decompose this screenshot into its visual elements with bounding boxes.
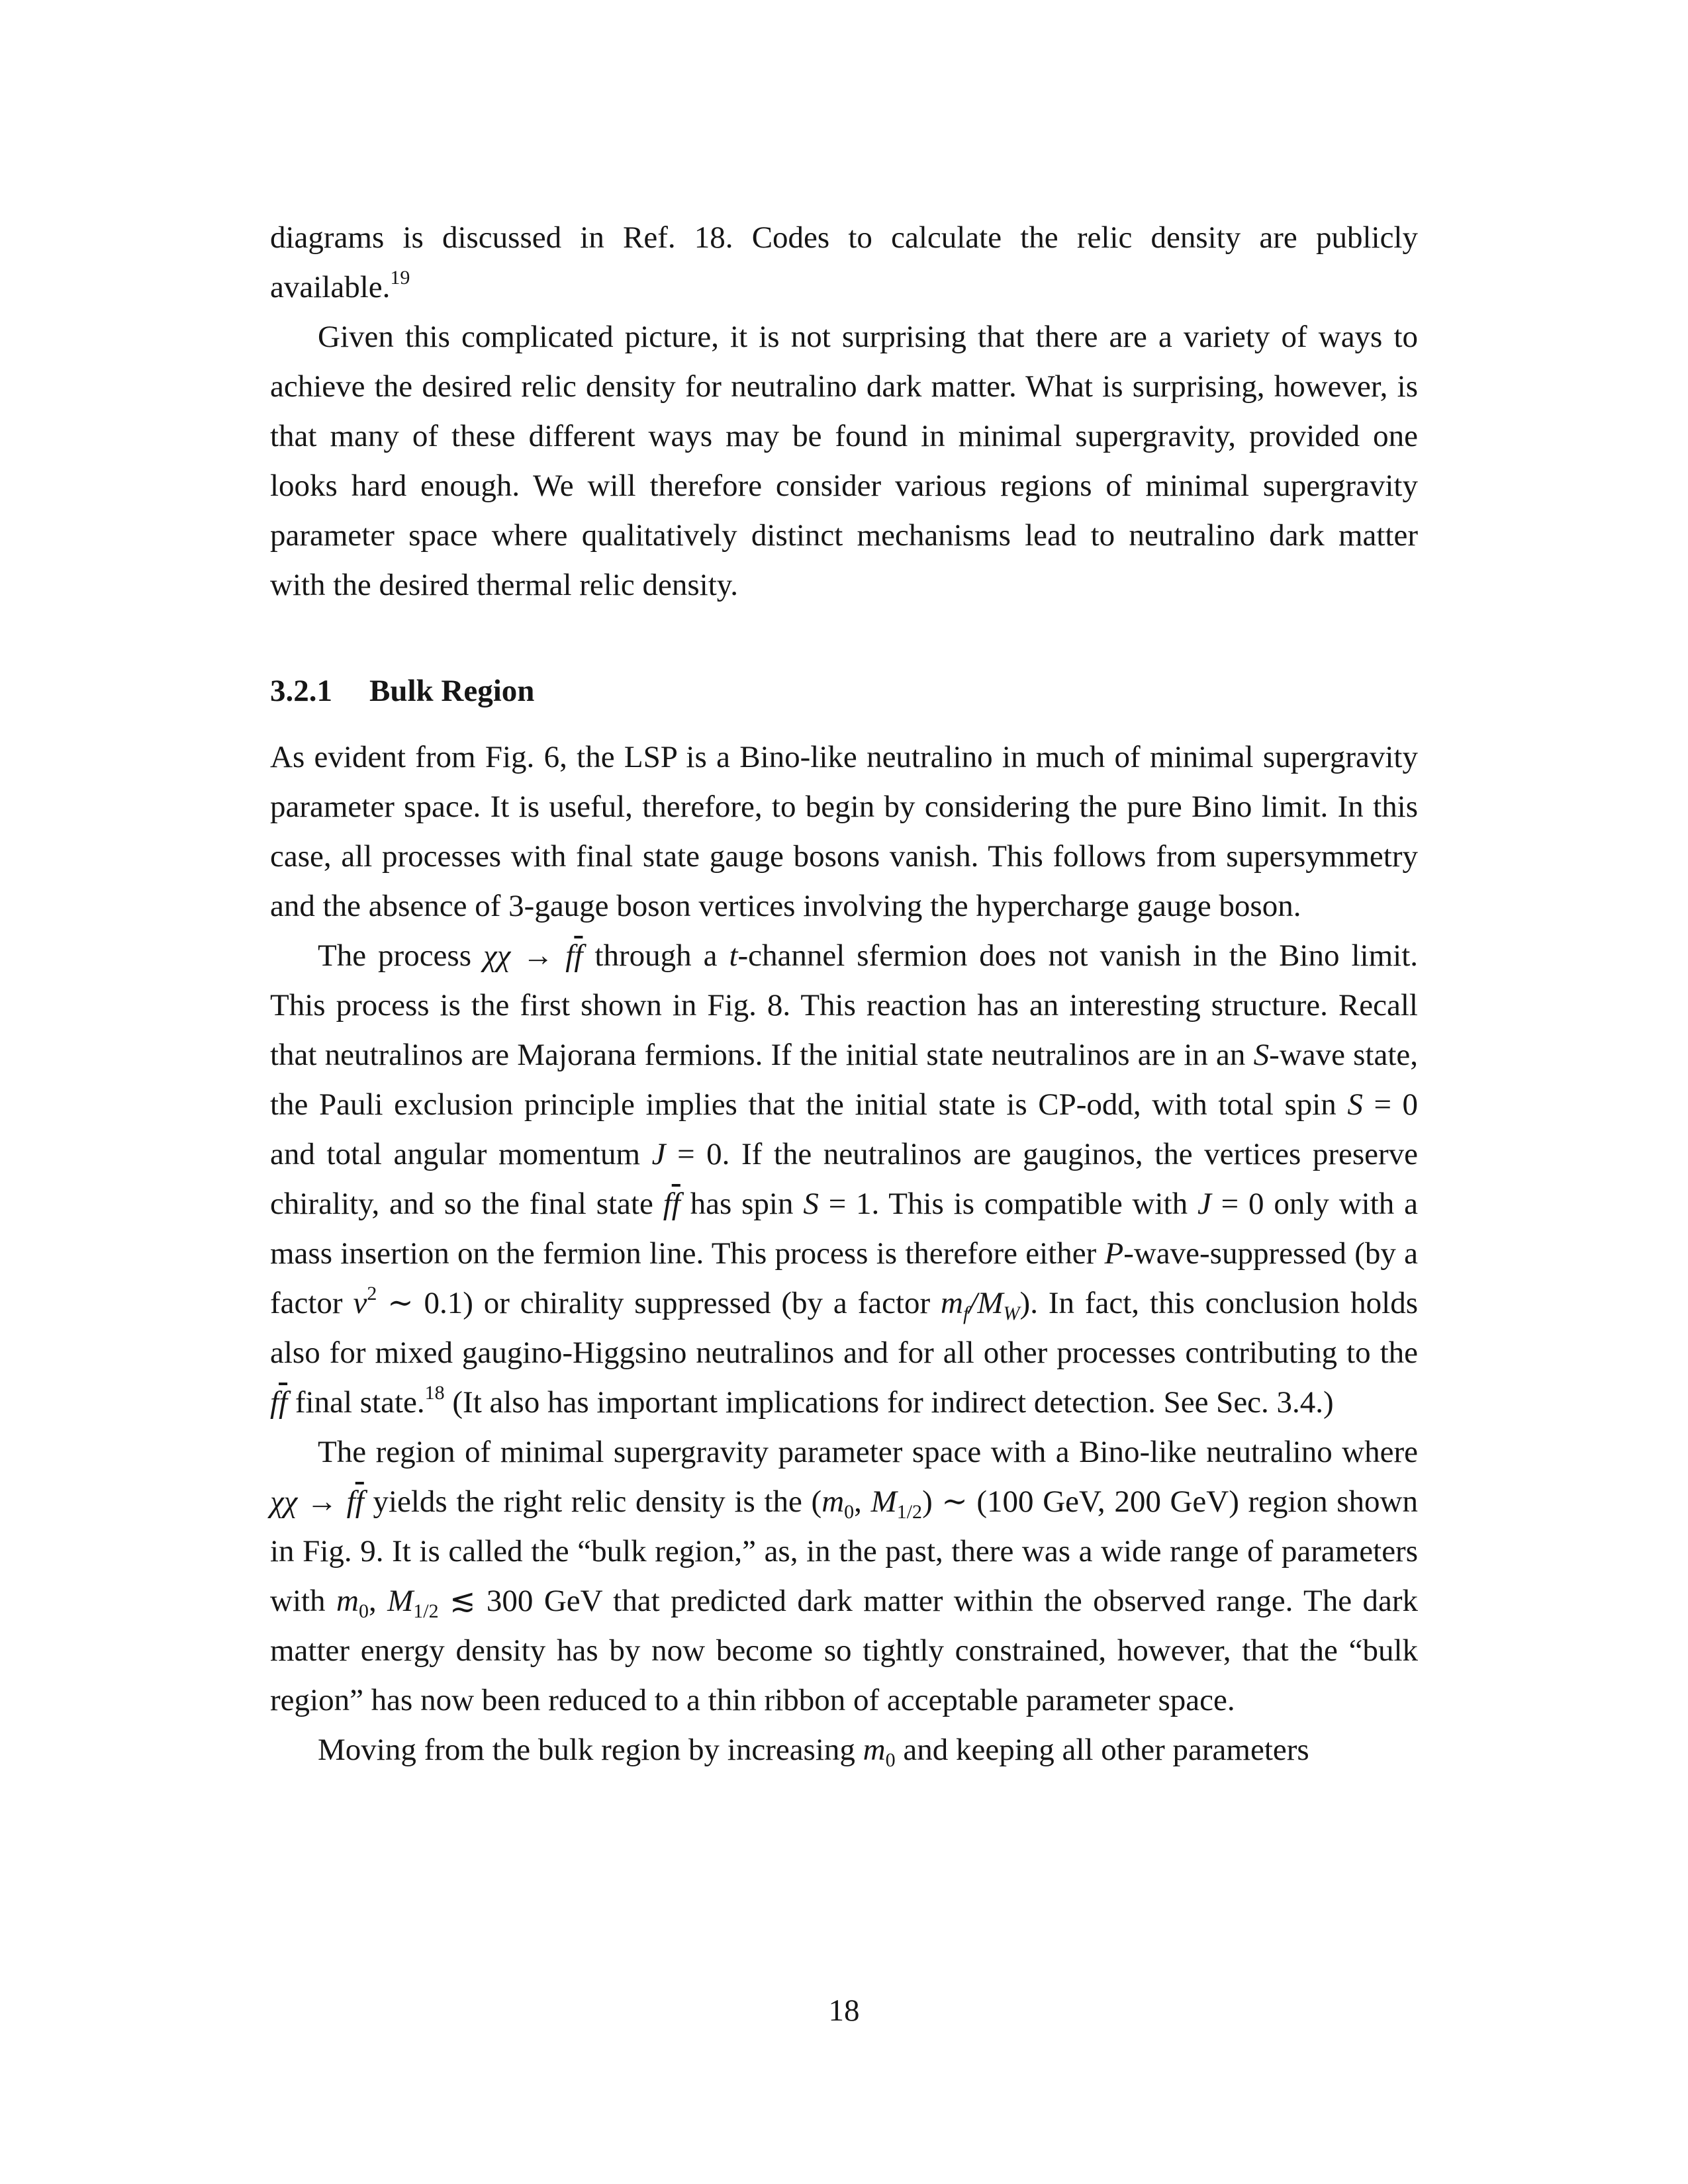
text-run: -wave-suppressed (by a factor <box>270 1236 1418 1320</box>
math-P: P <box>1104 1236 1124 1271</box>
text-run: and keeping all other parameters <box>895 1733 1309 1767</box>
math-f-fbar: $f\overline{f}$ <box>663 1187 680 1221</box>
bulk-paragraph-3 <box>270 1428 1418 1725</box>
intro-paragraph-1-text: diagrams is discussed in Ref. 18. Codes to calculate the relic density are publicly available. <box>270 220 1418 304</box>
math-process-chi-chi-to-f-fbar: $\chi\chi \to f\overline{f}$ <box>483 938 583 973</box>
text-run: region shown in Fig. 9. It is called the “bulk region,” as, in the past, there was a wide range of parameters with <box>270 1484 1418 1618</box>
text-run: ). In fact, this conclusion holds also for mixed gaugino-Higgsino neutralinos and for all other processes contributing to the <box>270 1286 1418 1370</box>
math-f-fbar: $f\overline{f}$ <box>270 1385 288 1420</box>
math-process-chi-chi-to-f-fbar: $\chi\chi \to f\overline{f}$ <box>270 1484 364 1519</box>
text-run: Moving from the bulk region by increasing <box>318 1733 863 1767</box>
text-run: only with a mass insertion on the fermion line. This process is therefore either <box>270 1187 1418 1271</box>
text-run: final state. <box>287 1385 425 1420</box>
math-J-equals-0: J = 0 <box>1197 1187 1264 1221</box>
text-run: yields the right relic density is the <box>363 1484 812 1519</box>
intro-paragraph-1 <box>270 213 1418 312</box>
text-run: . This is compatible with <box>871 1187 1197 1221</box>
math-S-equals-0: S = 0 <box>1347 1087 1419 1122</box>
text-run: ) or chirality suppressed (by a factor <box>463 1286 941 1320</box>
text-run: and total angular momentum <box>270 1137 652 1171</box>
math-S: S <box>1253 1038 1270 1072</box>
math-m0: $m_0$ <box>863 1733 896 1771</box>
math-mf-over-mw: $m_f/M_W$ <box>941 1286 1020 1324</box>
text-run: -channel sfermion does not vanish in the Bino limit. This process is the first shown in Fig. 8. This reaction has an interesting structure. Recall that neutralinos are Majorana fermions. If the initial state neutralinos are in an <box>270 938 1419 1072</box>
intro-paragraph-2: Given this complicated picture, it is not surprising that there are a variety of ways to achieve the desired relic density for neutralino dark matter. What is surprising, however, is that many of these different ways may be found in minimal supergravity, provided one looks hard enough. We will therefore consider various regions of minimal supergravity parameter space where qualitatively distinct mechanisms lead to neutralino dark matter with the desired thermal relic density. <box>270 320 1418 602</box>
bulk-paragraph-1: As evident from Fig. 6, the LSP is a Bino-like neutralino in much of minimal supergravity parameter space. It is useful, therefore, to begin by considering the pure Bino limit. In this case, all processes with final state gauge bosons vanish. This follows from supersymmetry and the absence of 3-gauge boson vertices involving the hypercharge gauge boson. <box>270 740 1418 923</box>
text-run: that predicted dark matter within the observed range. The dark matter energy density has by now become so tightly constrained, however, that the “bulk region” has now been reduced to a thin ribbon of acceptable parameter space. <box>270 1584 1419 1717</box>
section-number: 3.2.1 <box>270 674 332 708</box>
math-S-equals-1: S = 1 <box>803 1187 872 1221</box>
math-bulk-range: $m_0$, $M_{1/2}$ ≲ 300 GeV <box>336 1584 602 1622</box>
text-run: The region of minimal supergravity parameter space with a Bino-like neutralino where <box>318 1435 1418 1469</box>
math-bulk-point: ($m_0$, $M_{1/2}$) ∼ (100 GeV, 200 GeV) <box>811 1484 1239 1523</box>
bulk-section <box>270 733 1418 1775</box>
page-number: 18 <box>828 1993 860 2028</box>
bulk-paragraph-4 <box>270 1725 1418 1775</box>
math-J-equals-0: J = 0 <box>651 1137 722 1171</box>
text-run: The process <box>318 938 483 973</box>
math-v-squared-approx-0.1: $v^2$ ∼ 0.1 <box>353 1283 463 1320</box>
text-run: through a <box>583 938 729 973</box>
section-title: Bulk Region <box>369 674 535 708</box>
citation-19: 19 <box>390 267 410 289</box>
citation-18: 18 <box>424 1382 445 1404</box>
bulk-paragraph-2 <box>270 931 1418 1428</box>
text-run: . If the neutralinos are gauginos, the vertices preserve chirality, and so the final state <box>270 1137 1418 1221</box>
text-run: -wave state, the Pauli exclusion principle implies that the initial state is CP-odd, with total spin <box>270 1038 1418 1122</box>
text-run: (It also has important implications for indirect detection. See Sec. 3.4.) <box>444 1385 1334 1420</box>
intro-section <box>270 213 1418 610</box>
math-t: t <box>729 938 738 973</box>
section-heading <box>270 666 534 716</box>
text-run: has spin <box>680 1187 804 1221</box>
